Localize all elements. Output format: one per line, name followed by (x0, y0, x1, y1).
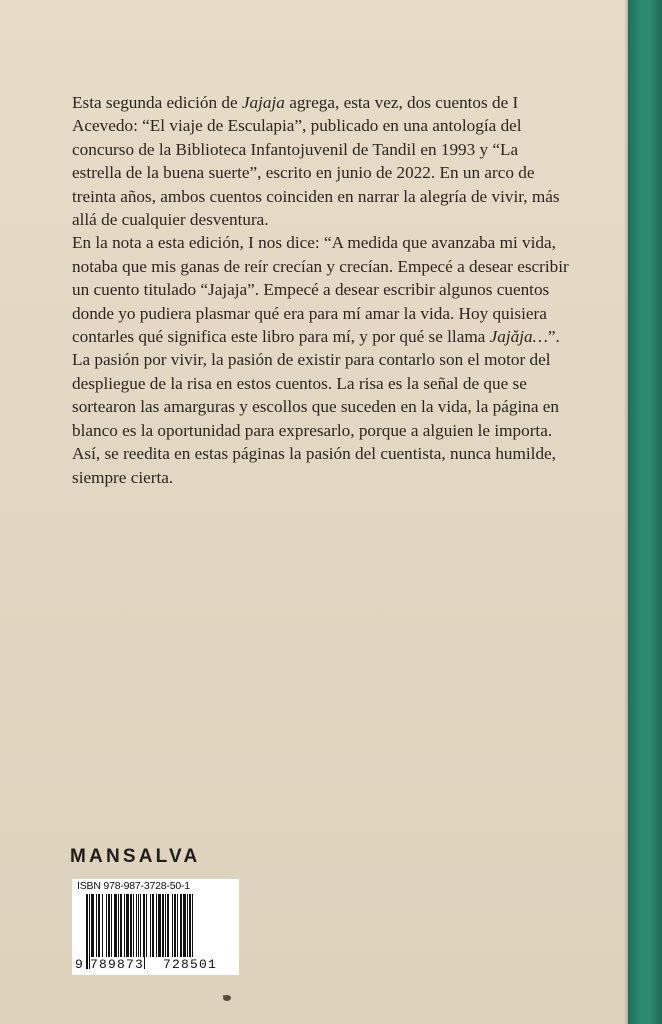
blurb-paragraph-3 (72, 348, 572, 488)
barcode-bar (165, 894, 166, 957)
barcode-bar (98, 894, 100, 957)
barcode-bar (91, 894, 94, 957)
text-run: ”. (547, 327, 560, 347)
barcode-bar (158, 894, 161, 957)
isbn-barcode (72, 879, 239, 975)
barcode-bar (102, 894, 103, 957)
barcode-bar (150, 894, 151, 957)
barcode-bar (156, 894, 157, 957)
barcode-bar (183, 894, 186, 957)
ean-digits-left: 789873 (90, 957, 145, 972)
barcode-bar (86, 894, 88, 969)
text-run: La pasión por vivir, la pasión de existir para contarlo son el motor del despliegue de la risa en estos cuentos. La risa es la señal de que se sortearon las amarguras y escollos que suceden en la vida, la página en blanco es la oportunidad para expresarlo, porque a alguien le importa. Así, se reedita en estas páginas la pasión del cuentista, nunca humilde, siempre cierta. (72, 350, 559, 487)
barcode-bar (172, 894, 173, 957)
ean-digits-right: 728501 (163, 957, 218, 972)
barcode-bar (162, 894, 164, 957)
barcode-bar (106, 894, 107, 957)
barcode-bar (96, 894, 97, 957)
text-run: agrega, esta vez, dos cuentos de I Acevedo: “El viaje de Esculapia”, publicado en una antología del concurso de la Biblioteca Infantojuvenil de Tandil en 1993 y “La estrella de la buena suerte”, escrito en junio de 2022. En un arco de treinta años, ambos cuentos coinciden en narrar la alegría de vivir, más allá de cualquier desventura. (72, 93, 560, 230)
barcode-bar (126, 894, 129, 957)
barcode-bar (133, 894, 134, 957)
text-run: En la nota a esta edición, I nos dice: “A medida que avanzaba mi vida, notaba que mis ganas de reír crecían y crecían. Empecé a desear escribir un cuento titulado “Jajaja”. Empecé a desear escribir algunos cuentos donde yo pudiera plasmar qué era para mí amar la vida. Hoy quisiera contarles qué significa este libro para mí, y por qué se llama (72, 233, 569, 347)
barcode-bar (114, 894, 117, 957)
barcode-bar (118, 894, 119, 957)
barcode-bar (192, 894, 193, 957)
italic-title-run: Jajaja (241, 93, 285, 112)
barcode-bar (174, 894, 176, 957)
ean-digit-first: 9 (75, 957, 85, 972)
isbn-label: ISBN 978-987-3728-50-1 (77, 880, 190, 892)
italic-title-run: Jajǎja… (489, 327, 548, 347)
barcode-bar (124, 894, 125, 957)
barcode-bar (152, 894, 154, 957)
blurb-paragraph-2 (72, 231, 572, 348)
blurb-paragraph-1 (72, 91, 572, 231)
publisher-logo: MANSALVA (70, 846, 201, 867)
barcode-bar (138, 894, 139, 957)
barcode-bar (177, 894, 178, 957)
barcode-bar (180, 894, 182, 957)
blurb-text (72, 91, 572, 489)
barcode-bar (108, 894, 110, 957)
barcode-bar (130, 894, 132, 957)
text-run: Esta segunda edición de (72, 93, 242, 112)
barcode-bar (111, 894, 112, 957)
barcode-bar (189, 894, 191, 957)
barcode-bar (146, 894, 147, 957)
green-spine-strip (628, 0, 662, 1024)
small-ornament-mark (222, 994, 232, 1002)
barcode-bar (187, 894, 188, 957)
barcode-bar (167, 894, 169, 957)
barcode-bar (136, 894, 137, 957)
barcode-bar (120, 894, 122, 957)
